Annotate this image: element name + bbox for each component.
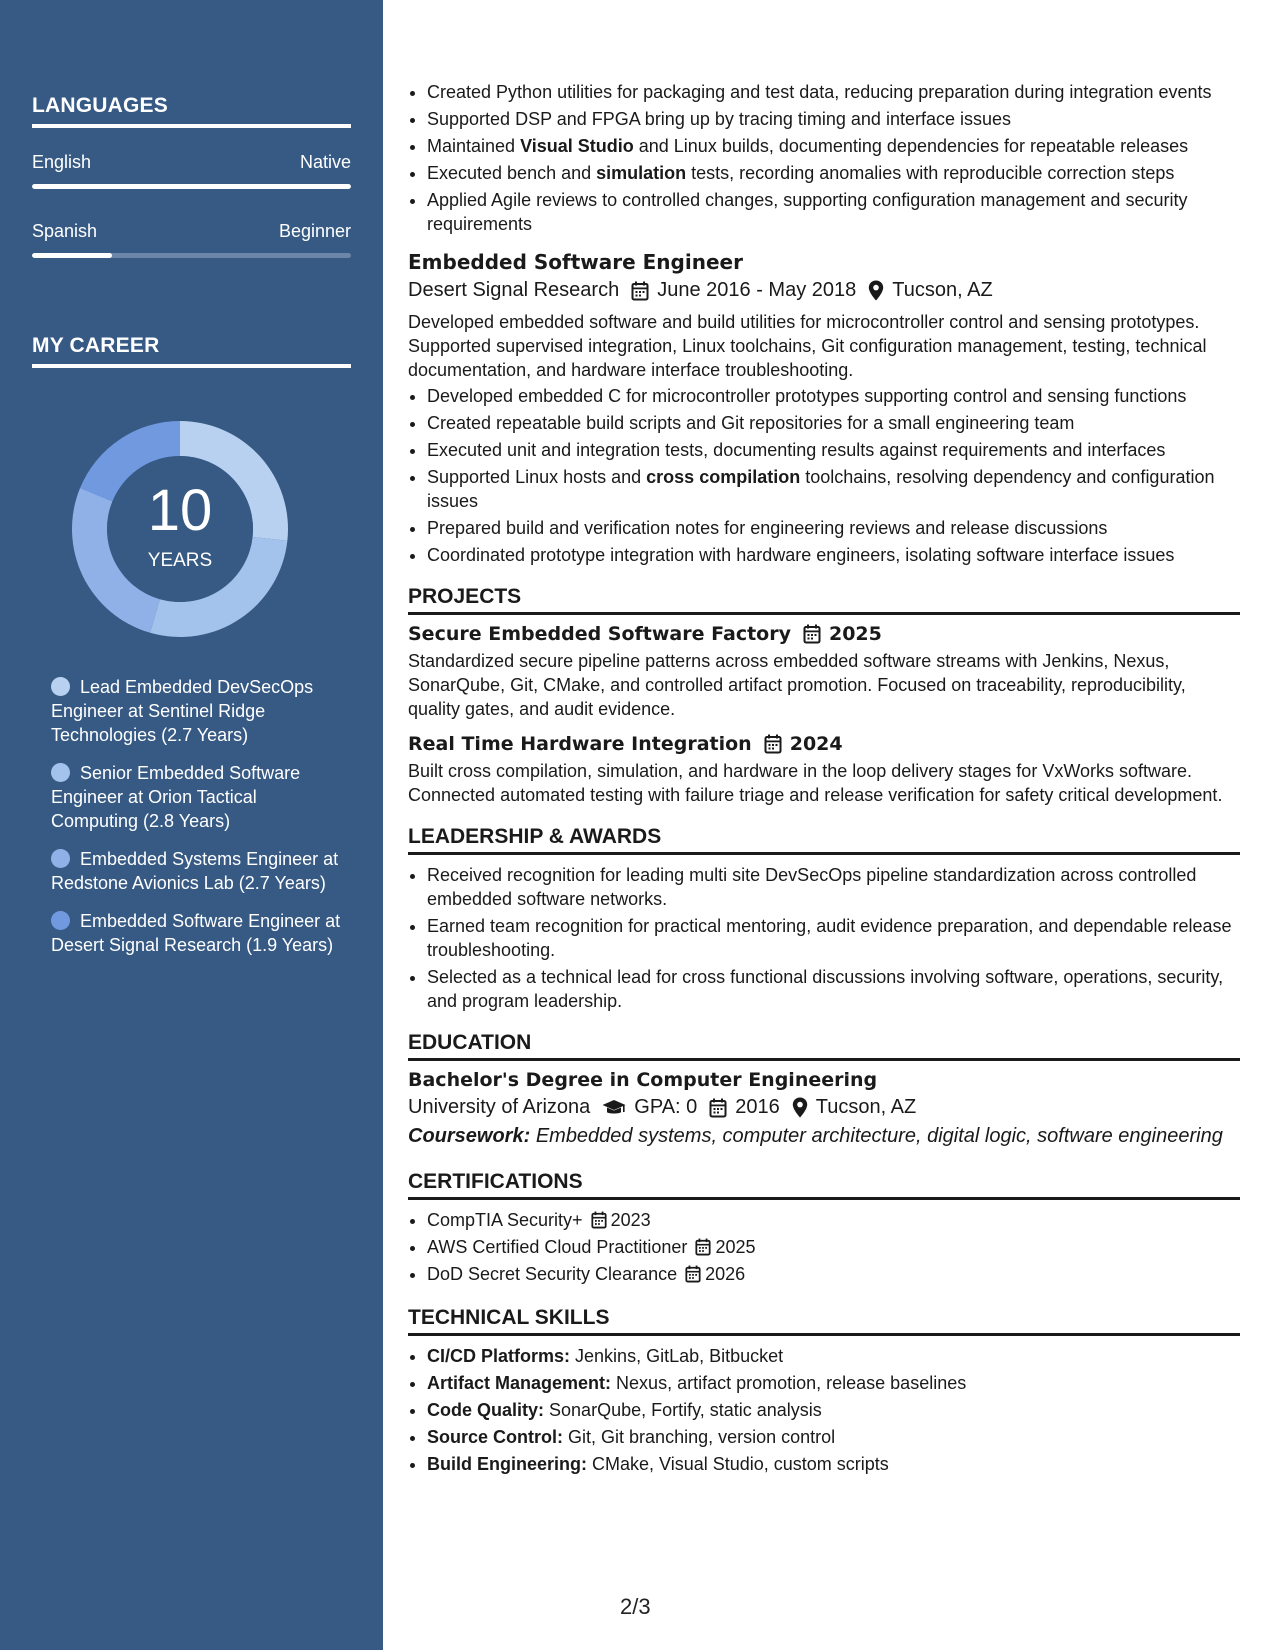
sidebar — [0, 0, 383, 1650]
skills-title: TECHNICAL SKILLS — [408, 1306, 1240, 1336]
skill-value: SonarQube, Fortify, static analysis — [549, 1400, 822, 1420]
bullet-item: • Created repeatable build scripts and Git repositories for a small engineering team — [427, 411, 1240, 435]
bullet-item: • Supported DSP and FPGA bring up by tracing timing and interface issues — [427, 107, 1240, 131]
main-content — [408, 80, 1240, 1479]
skill-value: Nexus, artifact promotion, release baselines — [616, 1373, 967, 1393]
skill-value: Jenkins, GitLab, Bitbucket — [575, 1346, 784, 1366]
experience-continued-bullets — [408, 80, 1240, 236]
skill-label: Code Quality: — [427, 1400, 545, 1420]
career-item — [51, 909, 341, 957]
education-degree: Bachelor's Degree in Computer Engineering — [408, 1069, 878, 1091]
skill-item — [427, 1425, 1240, 1449]
job-company: Desert Signal Research — [408, 279, 620, 301]
job-location: Tucson, AZ — [892, 279, 993, 301]
project-description: Built cross compilation, simulation, and hardware in the loop delivery stages for VxWorks software. Connected automated testing with failure triage and release verification for safety critical development. — [408, 761, 1223, 805]
bullet-item: • Selected as a technical lead for cross functional discussions involving software, operations, security, and program leadership. — [427, 965, 1240, 1013]
language-row-english — [32, 152, 351, 173]
location-pin-icon — [868, 280, 884, 301]
language-row-spanish — [32, 221, 351, 242]
bullet-item: • Developed embedded C for microcontroller prototypes supporting control and sensing functions — [427, 384, 1240, 408]
career-title: MY CAREER — [32, 334, 351, 368]
certification-item — [427, 1262, 1240, 1286]
page-number: 2/3 — [620, 1594, 651, 1619]
calendar-icon — [764, 734, 782, 754]
language-name: Spanish — [32, 221, 98, 241]
calendar-icon — [631, 281, 649, 301]
language-bar-fill — [32, 184, 351, 189]
bullet-item: • Earned team recognition for practical mentoring, audit evidence preparation, and dependable release troubleshooting. — [427, 914, 1240, 962]
bullet-item — [427, 134, 1240, 158]
legend-dot-icon — [51, 849, 70, 868]
certification-name: AWS Certified Cloud Practitioner — [427, 1237, 688, 1257]
bullet-bold: cross compilation — [646, 467, 801, 487]
career-item-text: Embedded Systems Engineer at Redstone Avionics Lab (2.7 Years) — [51, 849, 339, 893]
skill-item — [427, 1344, 1240, 1368]
bullet-item: • Created Python utilities for packaging and test data, reducing preparation during integration events — [427, 80, 1240, 104]
career-years-number: 10 — [147, 478, 213, 543]
calendar-icon — [803, 624, 821, 644]
certification-year: 2025 — [715, 1237, 756, 1257]
bullet-item — [427, 465, 1240, 513]
language-bar-english — [32, 184, 351, 189]
certifications-list — [408, 1208, 1240, 1286]
education-meta — [408, 1096, 1240, 1119]
bullet-item: • Prepared build and verification notes for engineering reviews and release discussions — [427, 516, 1240, 540]
project-description: Standardized secure pipeline patterns across embedded software streams with Jenkins, Nexus, SonarQube, Git, CMake, and controlled artifact promotion. Focused on traceability, reproducibility, quality gates, and audit evidence. — [408, 651, 1186, 719]
skill-label: Build Engineering: — [427, 1454, 587, 1474]
leadership-title: LEADERSHIP & AWARDS — [408, 825, 1240, 855]
language-level: Beginner — [278, 221, 351, 241]
career-item-text: Lead Embedded DevSecOps Engineer at Sentinel Ridge Technologies (2.7 Years) — [51, 677, 314, 745]
graduation-cap-icon — [602, 1099, 626, 1117]
legend-dot-icon — [51, 677, 70, 696]
education-coursework — [408, 1125, 1240, 1148]
bullet-text: Supported Linux hosts and — [427, 467, 647, 487]
bullet-bold: simulation — [596, 163, 687, 183]
education-school: University of Arizona — [408, 1096, 591, 1118]
career-list — [51, 675, 341, 971]
projects-title: PROJECTS — [408, 585, 1240, 615]
bullet-text: Maintained — [427, 136, 521, 156]
career-item — [51, 847, 341, 895]
language-level: Native — [299, 152, 351, 172]
bullet-item: • Executed unit and integration tests, documenting results against requirements and interfaces — [427, 438, 1240, 462]
calendar-icon — [709, 1098, 727, 1118]
legend-dot-icon — [51, 763, 70, 782]
bullet-item — [427, 161, 1240, 185]
career-item-text: Embedded Software Engineer at Desert Signal Research (1.9 Years) — [51, 911, 341, 955]
career-years-label: YEARS — [147, 550, 213, 571]
certification-year: 2023 — [610, 1210, 651, 1230]
project-year: 2024 — [789, 733, 843, 755]
project-title — [408, 733, 1240, 755]
bullet-item: • Received recognition for leading multi site DevSecOps pipeline standardization across controlled embedded software networks. — [427, 863, 1240, 911]
calendar-icon — [591, 1211, 607, 1229]
calendar-icon — [685, 1265, 701, 1283]
career-item — [51, 675, 341, 747]
job-meta — [408, 279, 1240, 302]
leadership-bullets — [408, 863, 1240, 1013]
job-summary: Developed embedded software and build utilities for microcontroller control and sensing prototypes. Supported supervised integration, Linux toolchains, Git configuration management, testing, technical documentation, and hardware interface troubleshooting. — [408, 312, 1207, 380]
project-title — [408, 623, 1240, 645]
career-item — [51, 761, 341, 833]
bullet-text: and Linux builds, documenting dependencies for repeatable releases — [633, 136, 1189, 156]
job-title: Embedded Software Engineer — [408, 250, 743, 274]
skill-label: Source Control: — [427, 1427, 564, 1447]
project-year: 2025 — [828, 623, 882, 645]
education-year: 2016 — [735, 1096, 780, 1118]
education-title: EDUCATION — [408, 1031, 1240, 1061]
skill-label: Artifact Management: — [427, 1373, 612, 1393]
calendar-icon — [695, 1238, 711, 1256]
skill-value: CMake, Visual Studio, custom scripts — [592, 1454, 889, 1474]
legend-dot-icon — [51, 911, 70, 930]
bullet-text: tests, recording anomalies with reproducible correction steps — [686, 163, 1175, 183]
language-bar-spanish — [32, 253, 351, 258]
coursework-text: Embedded systems, computer architecture, digital logic, software engineering — [535, 1125, 1223, 1147]
bullet-text: Executed bench and — [427, 163, 597, 183]
job-bullets — [408, 384, 1240, 567]
certification-name: DoD Secret Security Clearance — [427, 1264, 678, 1284]
job-dates: June 2016 - May 2018 — [657, 279, 857, 301]
language-bar-fill — [32, 253, 112, 258]
certification-year: 2026 — [705, 1264, 746, 1284]
bullet-bold: Visual Studio — [520, 136, 634, 156]
certification-item — [427, 1208, 1240, 1232]
bullet-item: • Applied Agile reviews to controlled changes, supporting configuration management and security requirements — [427, 188, 1240, 236]
location-pin-icon — [792, 1097, 808, 1118]
bullet-text: toolchains, resolving dependency and configuration issues — [427, 467, 1215, 511]
language-name: English — [32, 152, 92, 172]
certification-name: CompTIA Security+ — [427, 1210, 583, 1230]
skills-list — [408, 1344, 1240, 1476]
education-location: Tucson, AZ — [815, 1096, 917, 1118]
bullet-item: • Coordinated prototype integration with hardware engineers, isolating software interface issues — [427, 543, 1240, 567]
coursework-label: Coursework: — [408, 1125, 531, 1147]
career-item-text: Senior Embedded Software Engineer at Orion Tactical Computing (2.8 Years) — [51, 763, 301, 831]
skill-item — [427, 1398, 1240, 1422]
certifications-title: CERTIFICATIONS — [408, 1170, 1240, 1200]
education-gpa: GPA: 0 — [634, 1096, 698, 1118]
skill-item — [427, 1371, 1240, 1395]
certification-item — [427, 1235, 1240, 1259]
skill-value: Git, Git branching, version control — [568, 1427, 836, 1447]
skill-item — [427, 1452, 1240, 1476]
languages-title: LANGUAGES — [32, 94, 351, 128]
project-name: Real Time Hardware Integration — [408, 733, 752, 755]
project-name: Secure Embedded Software Factory — [408, 623, 791, 645]
skill-label: CI/CD Platforms: — [427, 1346, 571, 1366]
